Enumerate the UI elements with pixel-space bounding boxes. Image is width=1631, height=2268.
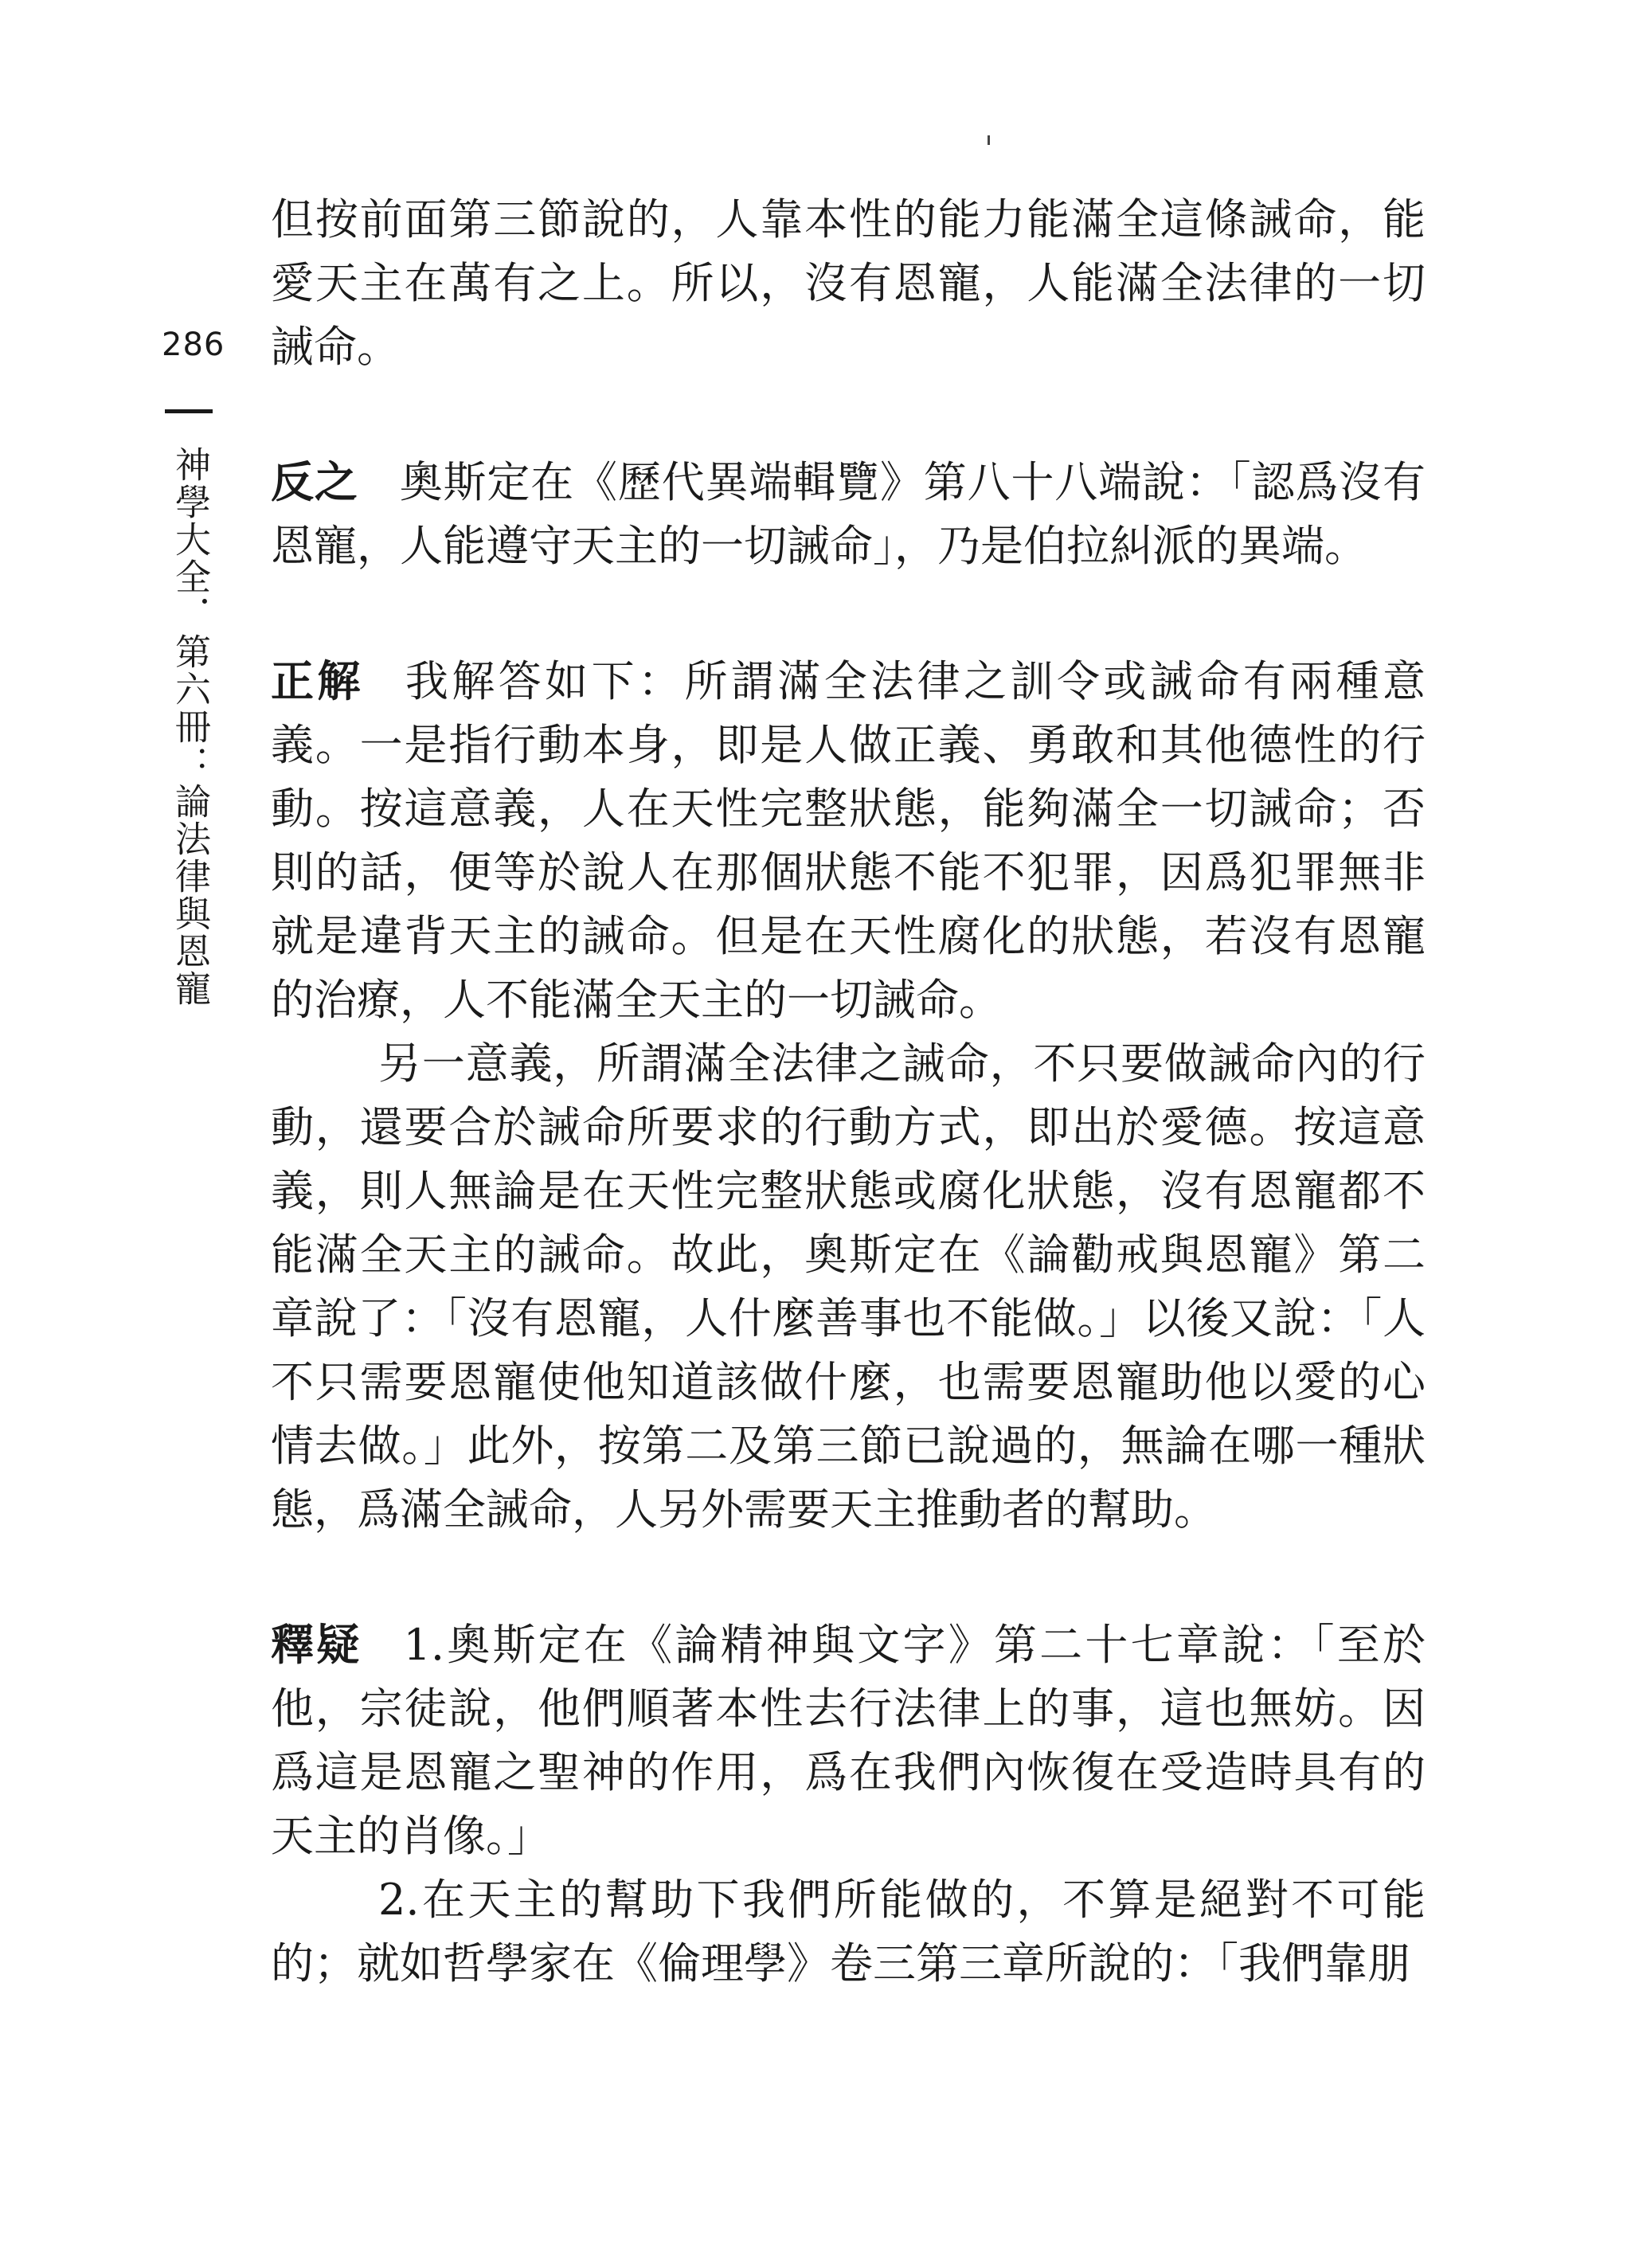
paragraph-intro: 但按前面第三節說的，人靠本性的能力能滿全這條誡命，能愛天主在萬有之上。所以，沒有恩寵，人能滿全法律的一切誡命。 xyxy=(271,194,1426,372)
objection-text: 奧斯定在《歷代異端輯覽》第八十八端說：「認爲沒有恩寵，人能遵守天主的一切誡命」，乃是伯拉糾派的異端。 xyxy=(271,457,1426,571)
header-rule xyxy=(165,409,213,413)
paragraph-objection xyxy=(271,451,1426,578)
scan-mark xyxy=(988,135,990,145)
answer-text: 我解答如下：所謂滿全法律之訓令或誡命有兩種意義。一是指行動本身，即是人做正義、勇敢和其他德性的行動。按這意義，人在天性完整狀態，能夠滿全一切誡命；否則的話，便等於說人在那個狀態不能不犯罪，因爲犯罪無非就是違背天主的誡命。但是在天性腐化的狀態，若沒有恩寵的治療，人不能滿全天主的一切誡命。 xyxy=(271,656,1426,1025)
section-label-reply: 釋疑 xyxy=(271,1620,362,1670)
paragraph-answer-continued: 另一意義，所謂滿全法律之誡命，不只要做誡命內的行動，還要合於誡命所要求的行動方式，即出於愛德。按這意義，則人無論是在天性完整狀態或腐化狀態，沒有恩寵都不能滿全天主的誡命。故此，奧斯定在《論勸戒與恩寵》第二章說了：「沒有恩寵，人什麼善事也不能做。」以後又說：「人不只需要恩寵使他知道該做什麼，也需要恩寵助他以愛的心情去做。」此外，按第二及第三節已說過的，無論在哪一種狀態，爲滿全誡命，人另外需要天主推動者的幫助。 xyxy=(271,1038,1426,1535)
paragraph-reply xyxy=(271,1613,1426,1868)
section-label-answer: 正解 xyxy=(271,656,364,706)
page-number: 286 xyxy=(162,327,225,363)
body-text xyxy=(271,188,1426,1996)
reply-text: 1.奧斯定在《論精神與文字》第二十七章說：「至於他，宗徒說，他們順著本性去行法律上的事，這也無妨。因爲這是恩寵之聖神的作用，爲在我們內恢復在受造時具有的天主的肖像。」 xyxy=(271,1620,1426,1861)
section-label-objection: 反之 xyxy=(271,457,358,507)
paragraph-answer xyxy=(271,650,1426,1032)
paragraph-reply-2: 2.在天主的幫助下我們所能做的，不算是絕對不可能的；就如哲學家在《倫理學》卷三第三章所說的：「我們靠朋 xyxy=(271,1875,1426,1988)
running-head: 神學大全．第六冊：論法律與恩寵 xyxy=(169,446,211,1007)
